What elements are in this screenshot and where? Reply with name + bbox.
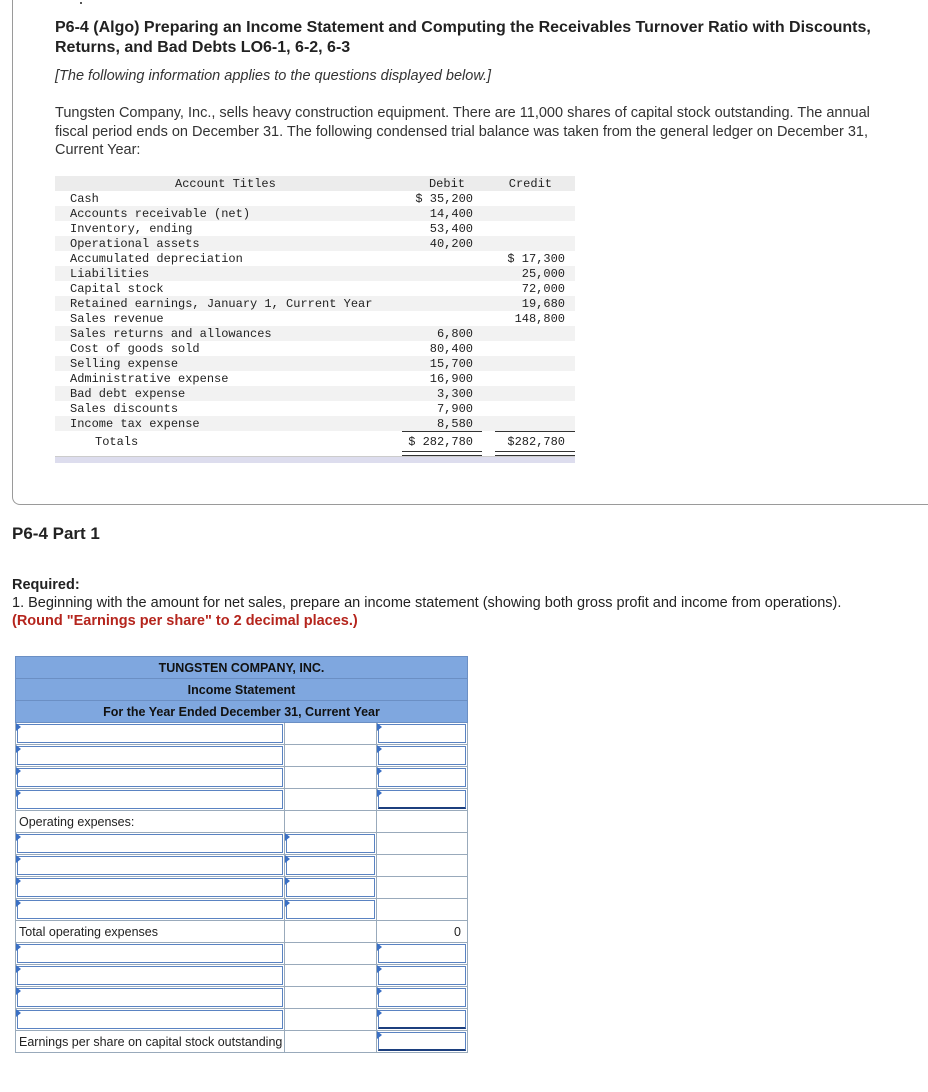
row-credit: 72,000 [521,282,565,296]
answer-input[interactable] [17,724,283,743]
statement-row [16,811,468,833]
required-text: 1. Beginning with the amount for net sales, prepare an income statement (showing both gross profit and income from operations). [12,595,842,611]
dropdown-arrow-icon [16,877,21,885]
statement-row [16,899,468,921]
row-title: Cost of goods sold [70,342,200,356]
row-title: Selling expense [70,357,179,371]
row-debit: 16,900 [429,372,473,386]
answer-input[interactable] [17,988,283,1007]
dropdown-arrow-icon [377,943,382,951]
answer-input[interactable] [17,790,283,809]
answer-input[interactable] [17,878,283,897]
dropdown-arrow-icon [16,723,21,731]
dropdown-arrow-icon [16,767,21,775]
answer-input[interactable] [378,724,466,743]
trial-balance-row [55,191,575,206]
row-debit: 14,400 [429,207,473,221]
debit-rule [402,431,482,432]
trial-balance-row [55,371,575,386]
row-debit: 40,200 [429,237,473,251]
answer-input[interactable] [378,1010,466,1029]
empty-cell [285,921,377,943]
answer-input[interactable] [286,878,375,897]
problem-title: P6-4 (Algo) Preparing an Income Statement and Computing the Receivables Turnover Ratio with Discounts, Returns, and Bad Debts LO6-1, 6-2, 6-3 [55,19,871,56]
dropdown-arrow-icon [16,899,21,907]
statement-row [16,877,468,899]
trial-balance-row [55,416,575,431]
dropdown-arrow-icon [285,855,290,863]
row-title: Sales discounts [70,402,179,416]
empty-cell [377,877,468,899]
credit-rule [495,431,575,432]
row-debit: 80,400 [429,342,473,356]
statement-row [16,745,468,767]
totals-label: Totals [95,435,139,449]
required-heading: Required: [12,577,80,593]
dropdown-arrow-icon [16,745,21,753]
row-title: Income tax expense [70,417,200,431]
answer-input[interactable] [378,746,466,765]
dropdown-arrow-icon [285,877,290,885]
is-period: For the Year Ended December 31, Current Year [16,701,468,723]
trial-balance-row [55,341,575,356]
problem-paragraph: Tungsten Company, Inc., sells heavy construction equipment. There are 11,000 shares of capital stock outstanding. The annual fiscal period ends on December 31. The following condensed trial balance was taken from the general ledger on December 31, Current Year: [55,105,870,158]
trial-balance-row [55,221,575,236]
totals-credit: $282,780 [507,435,565,449]
row-credit: 148,800 [514,312,565,326]
dropdown-arrow-icon [16,1009,21,1017]
statement-row [16,965,468,987]
answer-input[interactable] [17,768,283,787]
credit-double-rule [495,451,575,456]
dropdown-arrow-icon [16,987,21,995]
row-title: Liabilities [70,267,150,281]
answer-input[interactable] [378,1032,466,1051]
operating-expenses-label: Operating expenses: [16,811,285,833]
dropdown-arrow-icon [377,1031,382,1039]
row-title: Administrative expense [70,372,229,386]
header-debit: Debit [428,177,465,191]
header-credit: Credit [508,177,552,191]
header-account-titles: Account Titles [175,177,276,191]
row-title: Cash [70,192,99,206]
row-debit: $ 35,200 [415,192,473,206]
dropdown-arrow-icon [285,899,290,907]
trial-balance-header [55,176,575,191]
dropdown-arrow-icon [16,965,21,973]
statement-row [16,921,468,943]
trial-balance-row [55,236,575,251]
answer-input[interactable] [286,900,375,919]
answer-input[interactable] [378,768,466,787]
rounding-note: (Round "Earnings per share" to 2 decimal places.) [12,613,358,629]
statement-row [16,767,468,789]
answer-input[interactable] [378,944,466,963]
trial-balance-row [55,386,575,401]
answer-input[interactable] [17,944,283,963]
empty-cell [377,855,468,877]
row-debit: 15,700 [429,357,473,371]
trial-balance-totals [55,431,575,450]
statement-row [16,943,468,965]
answer-input[interactable] [17,746,283,765]
empty-cell [285,987,377,1009]
income-statement-table [15,656,468,1053]
is-company-name: TUNGSTEN COMPANY, INC. [16,657,468,679]
empty-cell [285,745,377,767]
answer-input[interactable] [286,856,375,875]
debit-double-rule [402,451,482,456]
totals-debit: $ 282,780 [408,435,473,449]
empty-cell [285,1031,377,1053]
statement-row [16,723,468,745]
eps-label: Earnings per share on capital stock outstanding [16,1031,285,1053]
trial-balance-row [55,401,575,416]
dropdown-arrow-icon [16,943,21,951]
dropdown-arrow-icon [285,833,290,841]
answer-input[interactable] [17,966,283,985]
answer-input[interactable] [17,900,283,919]
dropdown-arrow-icon [16,855,21,863]
trial-balance-row [55,281,575,296]
intro-note: [The following information applies to the questions displayed below.] [55,68,492,84]
empty-cell [377,899,468,921]
row-credit: 19,680 [521,297,565,311]
statement-row [16,1009,468,1031]
required-section [12,576,922,630]
decorative-dot [80,2,82,4]
row-title: Accumulated depreciation [70,252,243,266]
empty-cell [285,723,377,745]
row-title: Sales revenue [70,312,164,326]
dropdown-arrow-icon [16,789,21,797]
row-credit: 25,000 [521,267,565,281]
trial-balance-row [55,266,575,281]
empty-cell [285,965,377,987]
statement-row [16,855,468,877]
empty-cell [285,1009,377,1031]
dropdown-arrow-icon [16,833,21,841]
trial-balance-footer [55,456,575,463]
dropdown-arrow-icon [377,965,382,973]
statement-row [16,789,468,811]
row-debit: 3,300 [436,387,473,401]
row-title: Bad debt expense [70,387,186,401]
dropdown-arrow-icon [377,767,382,775]
answer-input[interactable] [17,1010,283,1029]
answer-input[interactable] [17,856,283,875]
row-debit: 7,900 [436,402,473,416]
dropdown-arrow-icon [377,1009,382,1017]
trial-balance-row [55,251,575,266]
answer-input[interactable] [378,966,466,985]
trial-balance-table [55,176,575,463]
statement-row [16,987,468,1009]
row-title: Capital stock [70,282,164,296]
row-title: Operational assets [70,237,200,251]
trial-balance-row [55,356,575,371]
dropdown-arrow-icon [377,789,382,797]
trial-balance-row [55,296,575,311]
row-title: Inventory, ending [70,222,193,236]
answer-input[interactable] [286,834,375,853]
dropdown-arrow-icon [377,987,382,995]
row-debit: 6,800 [436,327,473,341]
empty-cell [285,943,377,965]
dropdown-arrow-icon [377,745,382,753]
statement-row [16,833,468,855]
row-title: Accounts receivable (net) [70,207,251,221]
is-statement-name: Income Statement [16,679,468,701]
row-credit: $ 17,300 [507,252,565,266]
part-heading: P6-4 Part 1 [12,524,100,543]
row-debit: 53,400 [429,222,473,236]
trial-balance-row [55,326,575,341]
row-title: Retained earnings, January 1, Current Year [70,297,373,311]
empty-cell [377,833,468,855]
statement-row [16,1031,468,1053]
dropdown-arrow-icon [377,723,382,731]
empty-cell [285,789,377,811]
empty-cell [377,811,468,833]
trial-balance-row [55,206,575,221]
answer-input[interactable] [378,790,466,809]
total-operating-label: Total operating expenses [16,921,285,943]
total-operating-value: 0 [377,921,468,943]
answer-input[interactable] [378,988,466,1007]
row-title: Sales returns and allowances [70,327,272,341]
empty-cell [285,811,377,833]
empty-cell [285,767,377,789]
row-debit: 8,580 [436,417,473,431]
trial-balance-row [55,311,575,326]
answer-input[interactable] [17,834,283,853]
